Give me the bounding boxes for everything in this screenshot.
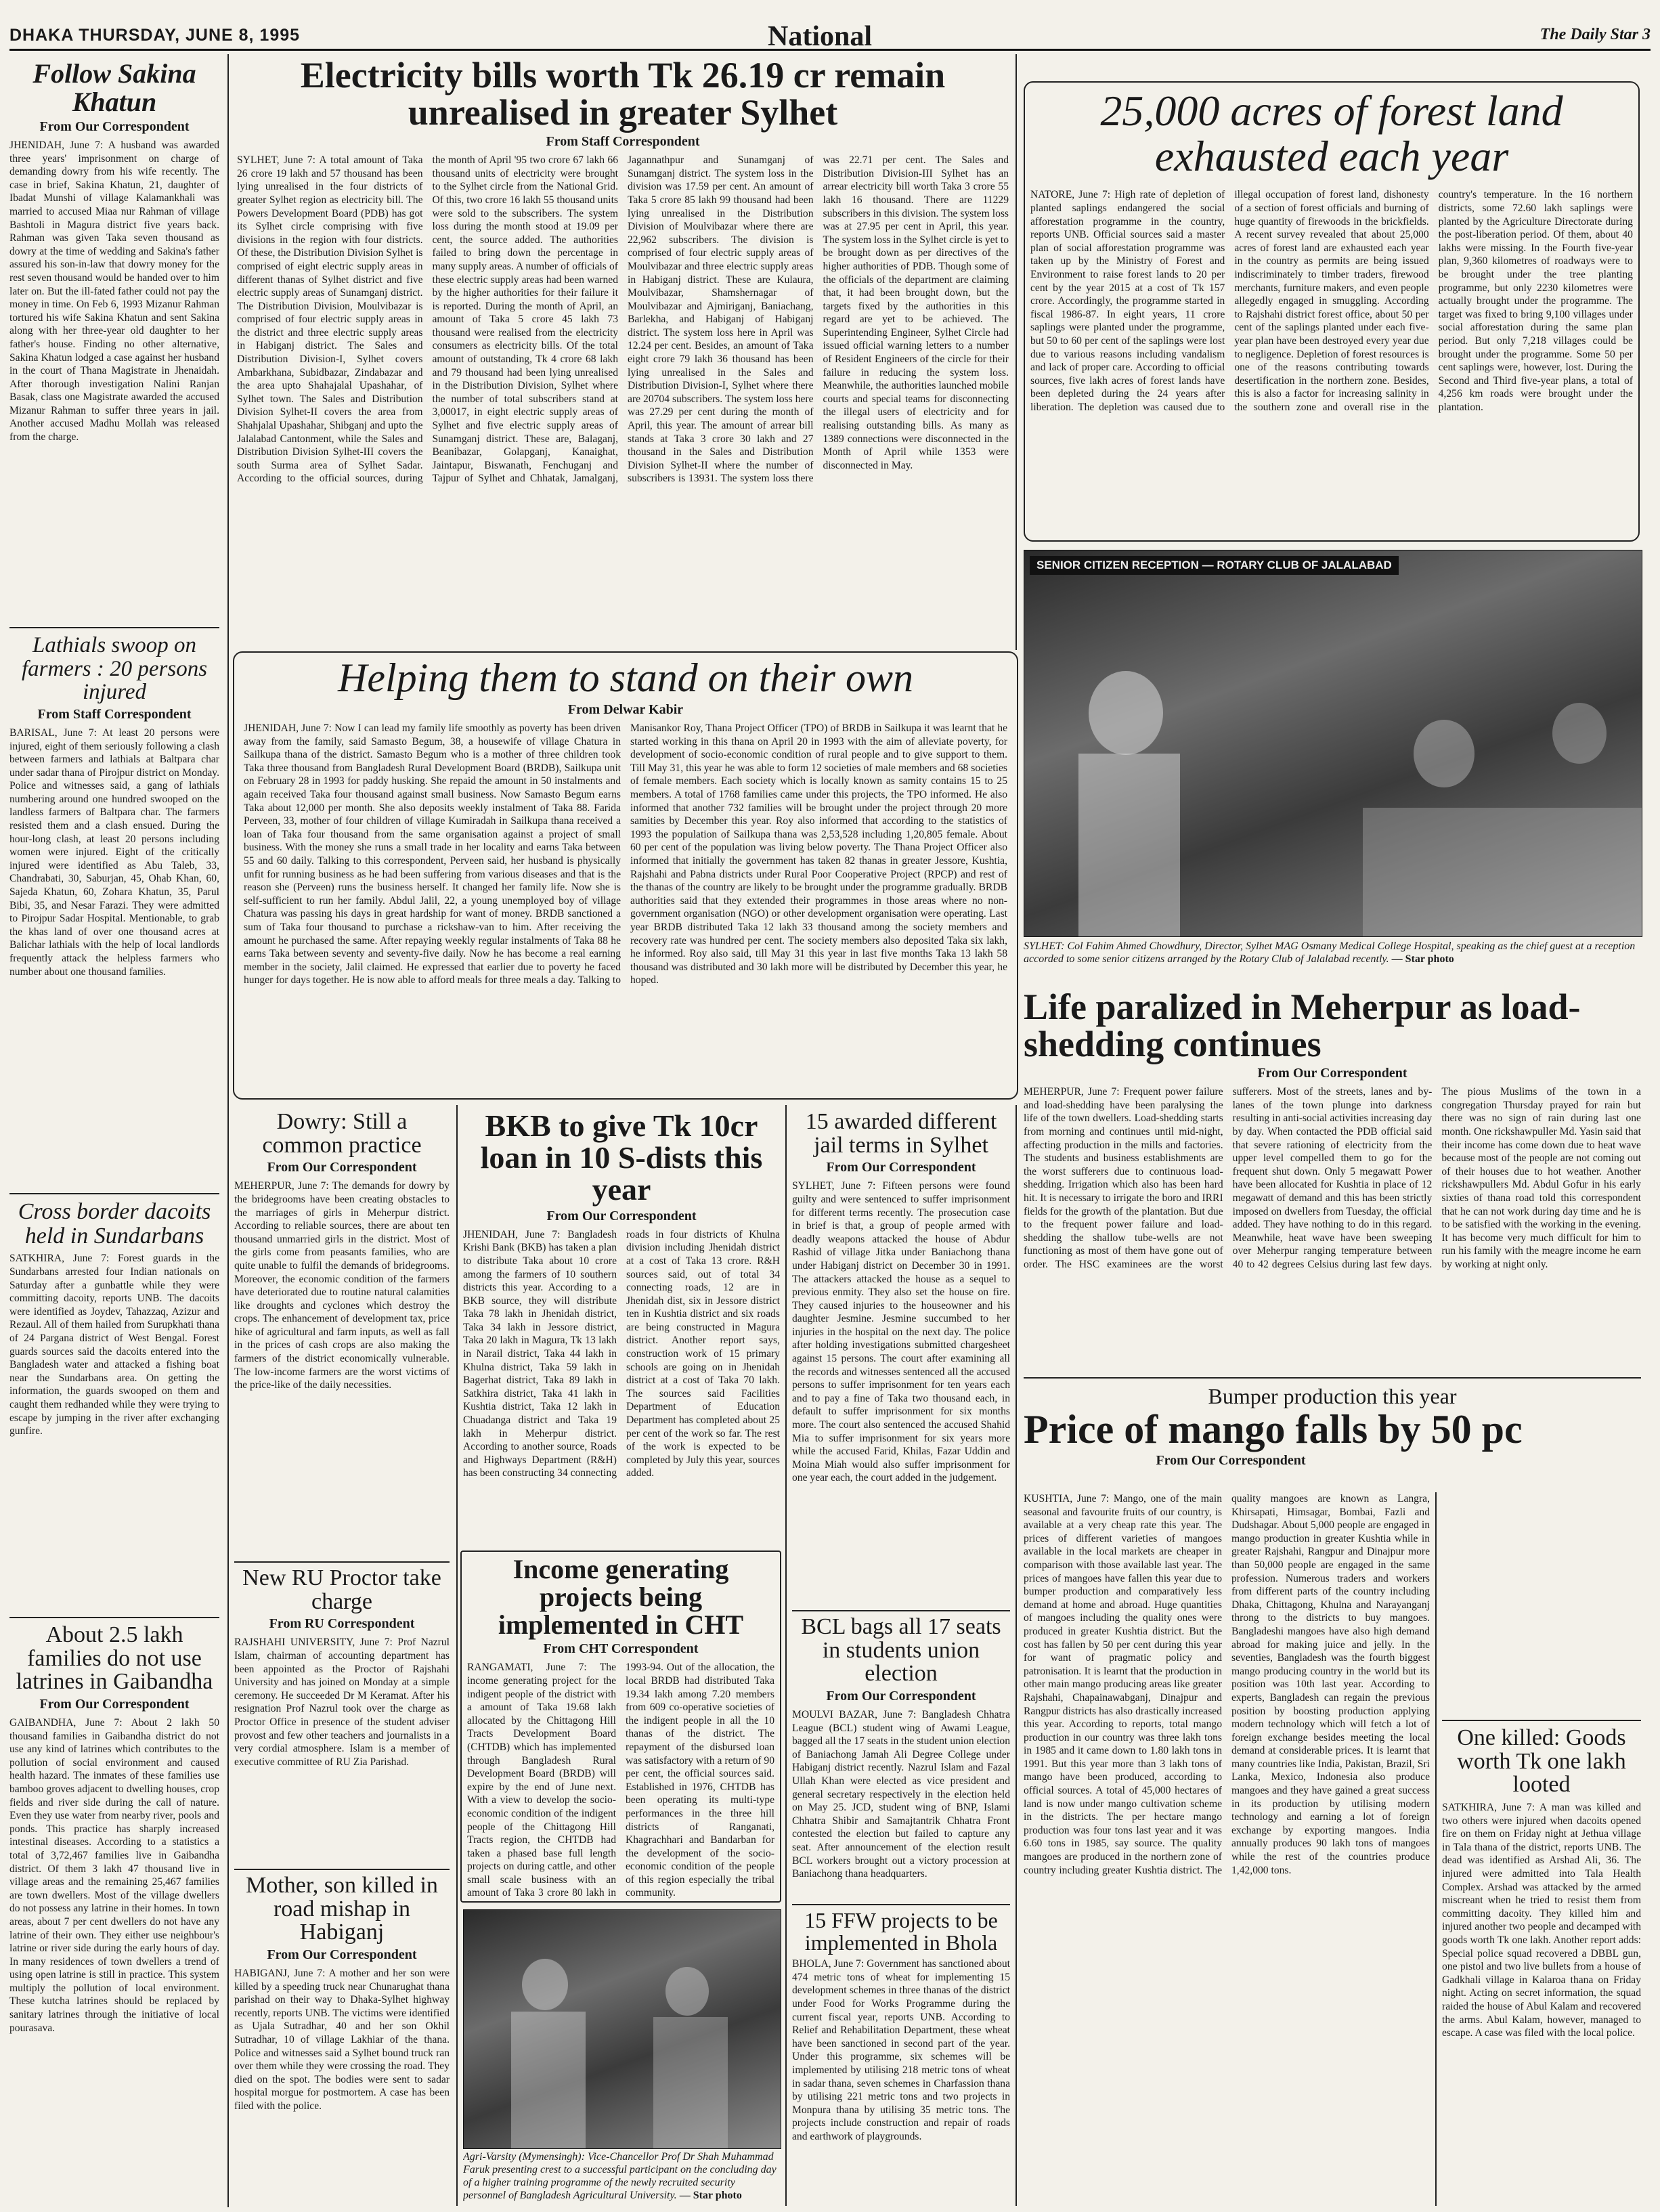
byline: From CHT Correspondent bbox=[543, 1641, 699, 1657]
headline: Dowry: Still a common practice bbox=[262, 1110, 422, 1158]
article-meherpur bbox=[1024, 989, 1641, 1368]
column-rule bbox=[227, 54, 229, 2207]
paper-logo: The Daily Star 3 bbox=[1539, 26, 1651, 43]
byline: From Staff Correspondent bbox=[37, 706, 192, 722]
article-body: RANGAMATI, June 7: The income generating project for the indigent people of the district with a amount of Taka 19.68 lakh allocated by the Chittagong Hill Tracts Development Board (CHTDB) which has implemented through Bangladesh Rural Development Board (BRDB) will expire by the end of June next. With a view to develop the socio-economic condition of the indigent people of the Chittagong Hill Tracts region, the CHTDB had taken a phased base full length projects on during cattle, and other small scale business with an amount of Taka 3 crore 80 lakh in 1993-94. Out of the allocation, the local BRDB had distributed Taka 19.34 lakh among 7.20 members from 609 co-operative societies of the indigent people in all the 10 thanas of the district. The repayment of the disbursed loan was satisfactory with a return of 90 per cent, the official sources said. Established in 1976, CHTDB has been operating its multi-type performances in the three hill districts of Ranganati, Khagrachhari and Bandarban for the development of the socio-economic condition of the people of this region especially the tribal community. bbox=[467, 1662, 774, 1899]
photo-credit: — Star photo bbox=[1391, 953, 1454, 965]
divider bbox=[792, 1904, 1010, 1905]
byline: From Our Correspondent bbox=[826, 1689, 976, 1704]
byline: From Our Correspondent bbox=[1156, 1453, 1306, 1469]
headline: 15 FFW projects to be implemented in Bhola bbox=[804, 1909, 998, 1955]
divider bbox=[9, 1193, 219, 1194]
photo-caption-agri bbox=[463, 2150, 780, 2206]
caption-text: SYLHET: Col Fahim Ahmed Chowdhury, Director, Sylhet MAG Osmany Medical College Hospital, speaking as the chief guest at a reception accorded to some senior citizens arranged by the Rotary Club of Jalalabad recently. bbox=[1024, 940, 1636, 965]
article-body: HABIGANJ, June 7: A mother and her son were killed by a speeding truck near Chunarughat thana parishad on their way to Dhaka-Sylhet highway recently, reports UNB. The victims were identified as Ujala Sutradhar, 40 and her son Okhil Sutradhar, 10 of village Lakhiar of the thana. Police and witnesses said a Sylhet bound truck ran over them while they were crossing the road. They died on the spot. The bodies were sent to sadar hospital morgue for postmortem. A case has been filed with the police. bbox=[234, 1968, 450, 2112]
article-body: SYLHET, June 7: A total amount of Taka 26 crore 19 lakh and 57 thousand has been lying unrealised in the four districts of greater Sylhet region as electricity bill. The Powers Development Board (PDB) has got its Sylhet circle comprising with five divisions in the region with four districts. Of these, the Distribution Division Sylhet is comprised of eight electric supply areas in different thanas of Sylhet district and five electric supply areas of Sunamganj district. The Distribution Division, Moulvibazar is comprised of four electric supply areas in the district and three electric supply areas in Habiganj district. The Sales and Distribution Division-I, Sylhet covers Ambarkhana, Subidbazar, Zindabazar and the area upto Shahajalal Upashahar, of Sylhet town. The Sales and Distribution Division Sylhet-II covers the area from Shahjalal Upashahar, Shibganj and upto the Jalalabad Cantonment, while the Sales and Distribution Division Sylhet-III covers the south Surma area of Sylhet Sadar. According to the official sources, during the month of April '95 two crore 67 lakh 66 thousand units of electricity were brought to the Sylhet circle from the National Grid. Of this, two crore 16 lakh 55 thousand units were sold to the subscribers. The system loss during the month stood at 19.09 per cent, the source added. The authorities failed to bring down the percentage in many supply areas. A number of officials of these electric supply areas had been warned by the higher authorities for their failure it is reported. During the month of April, an amount of Taka 5 crore 45 lakh 73 thousand were realised from the electricity consumers as electricity bills. Of the total amount of outstanding, Tk 4 crore 68 lakh and 79 thousand had been lying unrealised in the Distribution Division, Sylhet where the number of total subscribers stand at 3,00017, in eight electric supply areas of Sylhet and five electric supply areas of Sunamganj district. These are, Balaganj, Beanibazar, Golapganj, Kanaighat, Jaintapur, Biswanath, Fenchuganj and Tajpur of Sylhet and Chhatak, Jamalganj, Jagannathpur and Sunamganj of Sunamganj district. The system loss in the division was 17.59 per cent. An amount of Taka 5 crore 85 lakh 99 thousand had been lying unrealised in the Distribution Division of Moulvibazar where there are 22,962 subscribers. The division is comprised of four electric supply areas of Moulvibazar and three electric supply areas in Habiganj district. These are Kulaura, Moulvibazar, Shamshernagar of Moulvibazar and Ajmiriganj, Baniachang, Barlekha, and Habiganj of Habiganj district. The system loss here in April was 12.24 per cent. Besides, an amount of Taka eight crore 79 lakh 36 thousand has been lying unrealised in the Sales and Distribution Division-I, Sylhet where there are 20704 subscribers. The system loss here was 27.29 per cent during the month of April, this year. The amount of arrear bill stands at Taka 3 crore 30 lakh and 27 thousand in the Sales and Distribution Division Sylhet-II where the number of subscribers is 13931. The system loss there was 22.71 per cent. The Sales and Distribution Division-III Sylhet has an arrear electricity bill worth Taka 3 crore 55 lakh 16 thousand. There are 11229 subscribers in this division. The system loss was at 27.95 per cent in April, this year. The system loss in the Sylhet circle is yet to be brought down as per directives of the higher authorities of PDB. Though some of the officials of the department are claiming that, it had been brought down, but the targets fixed by the authorities in this regard are yet to be achieved. The Superintending Engineer, Sylhet Circle had issued official warning letters to a number of Resident Engineers of the circle for their failure in reducing the system loss. Meanwhile, the authorities launched mobile courts and special teams for disconnecting the illegal users of electricity and for realising outstanding bills. As many as 1389 connections were disconnected in the Month of April while 1353 were disconnected in May. bbox=[237, 154, 1009, 485]
article-cross-border bbox=[9, 1200, 219, 1613]
column-rule bbox=[1435, 1492, 1437, 2206]
photo-figures bbox=[1024, 550, 1642, 936]
photo-credit: — Star photo bbox=[679, 2190, 742, 2201]
headline: Follow Sakina Khatun bbox=[32, 60, 196, 117]
masthead bbox=[9, 24, 1651, 51]
article-proctor bbox=[234, 1567, 450, 1865]
article-body: JHENIDAH, June 7: Bangladesh Krishi Bank (BKB) has taken a plan to distribute Taka about 10 crore among the farmers of 10 southern districts this year. According to a BKB source, they will distribute Taka 78 lakh in Jhenidah district, Taka 34 lakh in Jessore district, Taka 20 lakh in Magura, Tk 13 lakh in Narail district, Taka 44 lakh in Khulna district, Taka 59 lakh in Bagerhat district, Taka 89 lakh in Satkhira district, Taka 41 lakh in Kushtia district, Taka 12 lakh in Chuadanga district and Taka 19 lakh in Meherpur district. According to another source, Roads and Highways Department (R&H) has been constructing 34 connecting roads in four districts of Khulna division including Jhenidah district at a cost of Taka 13 crore. R&H sources said, out of total 34 connecting roads, 12 are in Jhenidah dist, six in Jessore district ten in Kushtia district and six roads are being constructed in Magura district. Another report says, construction work of 15 primary schools are going on in Jhenidah district at a cost of Taka 70 lakh. The sources said Facilities Department of Education Department has completed about 25 per cent of the work so far. The rest of the work is expected to be completed by July this year, sources added. bbox=[463, 1228, 780, 1479]
divider bbox=[792, 1610, 1010, 1611]
article-body: MEHERPUR, June 7: The demands for dowry by the bridegrooms have been creating obstacles to the marriages of girls in Meherpur district. According to reliable sources, there are about ten thousand unmarried girls in the district. Most of the girls come from peasants families, who are quite unable to fulfil the demands of bridegrooms. Moreover, the economic condition of the farmers have deteriorated due to routine natural calamities like droughts and cyclones which destroy the crops. The enhancement of development tax, price hike of agricultural and farm inputs, as well as fall in the prices of cash crops are also making the farmers of the district economically vulnerable. The low-income farmers are the worst victims of the price-like of the daily necessities. bbox=[234, 1180, 450, 1391]
article-ffw bbox=[792, 1909, 1010, 2206]
headline: BCL bags all 17 seats in students union election bbox=[801, 1615, 1001, 1687]
article-electricity bbox=[237, 57, 1009, 647]
headline: Mother, son killed in road mishap in Habiganj bbox=[246, 1874, 438, 1945]
divider bbox=[234, 1561, 450, 1563]
article-body: JHENIDAH, June 7: A husband was awarded three years' imprisonment on charge of demanding dowry from his wife recently. The case in brief, Sakina Khatun, 21, daughter of Ibadat Munshi of village Kalamankhali was married to accused Miaa nur Rahman of village Bashtoli in Magura district five years back. Rahman was given Taka seven thousand as dowry at the time of wedding and Sakina's father assured his son-in-law that dowry money for the rest seven thousand would be handed over to him later on. But the ill-fated father could not pay the money in time. On Feb 6, 1993 Mizanur Rahman tortured his wife Sakina Khatun and sent Sakina along with her three-year old daughter to her father's house. Finding no other alternative, Sakina Khatun lodged a case against her husband in the court of Thana Magistrate in Jhenaidah. After thorough investigation Nalini Ranjan Basak, class one Magistrate awarded the accused Mizanur Rahman to suffer three years in jail. Another accused Madhu Mollah was released from the charge. bbox=[9, 139, 219, 443]
article-body: RAJSHAHI UNIVERSITY, June 7: Prof Nazrul Islam, chairman of accounting department has been appointed as the Proctor of Rajshahi University and has joined on Monday at a simple ceremony. He succeeded Dr M Keramat. After his resignation Prof Nazrul took over the charge as Proctor Office in presence of the student adviser provost and few other teachers and journalists in a very cordial atmosphere. Islam is a member of executive committee of RU Zia Parishad. bbox=[234, 1636, 450, 1768]
divider bbox=[9, 627, 219, 628]
article-lathials bbox=[9, 634, 219, 1189]
column-rule bbox=[1015, 1105, 1017, 2206]
headline: Price of mango falls by 50 pc bbox=[1024, 1407, 1523, 1452]
headline: About 2.5 lakh families do not use latrines in Gaibandha bbox=[16, 1624, 213, 1695]
byline: From Our Correspondent bbox=[1257, 1066, 1407, 1081]
article-goods bbox=[1442, 1720, 1641, 2206]
article-body: SYLHET, June 7: Fifteen persons were found guilty and were sentenced to suffer imprisonment for different terms recently. The prosecution case in brief is that, a group of people armed with deadly weapons attacked the house of Abdur Rashid of village Jitka under Baniachong thana under Habiganj district on December 30 in 1991. The attackers attacked the house as a sequel to previous enmity. They also set the house on fire. They caused injuries to the houseowner and his daughter Jesmine. Jesmine succumbed to her injuries in the hospital on the next day. The police after holding investigations submitted chargesheet against 15 persons. The court after examining all the records and witnesses sentenced all the accused persons to suffer imprisonment for ten years each and to pay a fine of Taka two thousand each, in default to suffer imprisonment for six months more. The court also sentenced the accused Shahid Mia to suffer imprisonment for six years more while the accused Farid, Khilas, Fazar Uddin and Moina Miah would also suffer imprisonment for one year each, the court added in the judgement. bbox=[792, 1180, 1010, 1484]
article-body: JHENIDAH, June 7: Now I can lead my family life smoothly as poverty has been driven away from the family, said Samasto Begum, 38, a housewife of village Chatura in Sailkupa thana of the district. Samasto Begum who is a mother of three children took Taka three thousand from Bangladesh Rural Development Board (BRDB), Sailkupa unit on February 28 in 1993 for paddy husking. She repaid the amount in 50 instalments and again received Taka four thousand against small business. Now Samasto Begum earns Taka about 12,000 per month. She also deposits weekly instalment of Taka 88. Farida Perveen, 33, mother of four children of village Kumiradah in Sailkupa thana received a loan of Taka four thousand from the same organisation against a project of small business. With the money she runs a small trade in her locality and earns Taka between 55 and 60 daily. Talking to this correspondent, Perveen said, her husband is physically unfit for running business as he had been suffering from various diseases and that is the reason she (Perveen) runs the business herself. It changed her family life. Now she is self-sufficient to run her family. Abdul Jalil, 22, a young unemployed boy of village Chatura was passing his days in great hardship for want of money. BRDB sanctioned a sum of Taka four thousand to purchase a rickshaw-van to him. After receiving the amount he purchased the same. After repaying weekly regular instalments of Taka 88 he earns Taka between seventy and seventy-five daily. Now he has become a real earning member in the society, Jalil claimed. He expressed that earlier due to poverty he faced hunger for days together. He is now able to afford meals for three meals a day. Talking to Manisankor Roy, Thana Project Officer (TPO) of BRDB in Sailkupa it was learnt that he started working in this thana on April 20 in 1993 with the aim of alleviate poverty, for development of socio-economic condition of rural people and to give support to them. Till May 31, this year he was able to form 12 societies of male members and 68 societies of female members. Each society which is locally known as samity contains 15 to 25 members. A total of 1768 families came under this projects, the TPO informed. He also informed that another 732 families will be brought under the project through 20 more samities by December this year. Roy also informed that according to the statistics of 1993 the population of Sailkupa thana was 2,53,528 including 1,20,805 female. About 60 per cent of the population was living below poverty. The Thana Project Officer also informed that initially the government has taken 82 thanas in greater Jessore, Kushtia, Rajshahi and Pabna districts under Rural Poor Cooperative Project (RPCP) and rest of the thanas of the country are likely to be brought under the programme gradually. BRDB authorities said that they extended their programmes in those areas where no non-government organisation (NGO) or other development organisation were operating. Last year BRDB distributed Taka 12 lakh 33 thousand among the society members and recovery rate was hundred per cent. The society members also deposited Taka six lakh, he informed. Roy also said, till May 31 this year in last five months Taka 13 lakh 58 thousand was distributed and 30 lakh more will be distributed by December this year, he hoped. bbox=[244, 722, 1007, 986]
article-body: MEHERPUR, June 7: Frequent power failure and load-shedding have been paralysing the life of the town dwellers. Load-shedding starts from morning and continues until mid-night, affecting production in the mills and factories. The students and business establishments are the worst sufferers due to continuous load-shedding. Irrigation which also has been hard hit. It is necessary to irrigate the boro and IRRI fields for the growth of the plantation. But due to the frequent power failure and load-shedding the shallow tube-wells are not functioning as most of them have gone out of order. The HSC examinees are the worst sufferers. Most of the streets, lanes and by-lanes of the town plunge into darkness resulting in anti-social activities increasing day by day. When contacted the PDB official said that severe rationing of electricity from the upper level compelled them to go for the frequent shut down. Only 5 megawatt Power have been allocated for Kushtia in place of 12 megawatt of demand and this has been strictly imposed on dwellers from Tuesday, the official added. They have nothing to do in this regard. Meanwhile, heat wave have been sweeping over Meherpur ranging temperature between 40 to 42 degrees Celsius during last few days. The pious Muslims of the town in a congregation Thursday prayed for rain but there was no sign of rain during last one month. One rickshawpuller Md. Yasin said that their income has come down due to heat wave because most of the people are not coming out of their houses due to hot weather. Another rickshawpullers Md. Abdul Gofur in his early sixties of thana road told this correspondent that he can not work during day time and he is to be satisfied with the working in the evening. It has become very much difficult for him to run his family with the meagre income he earn by working at night only. bbox=[1024, 1086, 1641, 1270]
headline: Helping them to stand on their own bbox=[338, 655, 913, 700]
headline: Electricity bills worth Tk 26.19 cr remain unrealised in greater Sylhet bbox=[300, 57, 946, 133]
column-rule bbox=[1015, 54, 1017, 650]
dateline: DHAKA THURSDAY, JUNE 8, 1995 bbox=[9, 26, 301, 45]
article-body: MOULVI BAZAR, June 7: Bangladesh Chhatra League (BCL) student wing of Awami League, bagged all the 17 seats in the student union election of Baniachong Jamah Ali Degree College under Habiganj district recently. Nazrul Islam and Fazal Ullah Khan were elected as vice president and general secretary respectively in the election held on May 25. JCD, student wing of BNP, Islami Chhatra Shibir and Samajtantrik Chhatra Front contested the election but failed to capture any seat. After announcement of the election result BCL workers brought out a victory procession at Baniachong thana headquarters. bbox=[792, 1709, 1010, 1880]
column-rule bbox=[785, 1105, 787, 2206]
article-body: BHOLA, June 7: Government has sanctioned about 474 metric tons of wheat for implementing 15 development schemes in three thanas of the district under Food for Works Programme during the current fiscal year, reports UNB. According to Relief and Rehabilitation Department, these wheat have been sanctioned in second part of the year. Under this programme, six schemes will be implemented by utilising 218 metric tons of wheat in sadar thana, seven schemes in Charfassion thana by utilising 221 metric tons and two projects in Monpura thana by utilising 35 metric tons. The projects include construction and repair of roads and earthwork of playgrounds. bbox=[792, 1958, 1010, 2142]
photo-agri-varsity bbox=[463, 1909, 781, 2149]
article-cht bbox=[460, 1550, 781, 1903]
headline: Cross border dacoits held in Sundarbans bbox=[18, 1200, 211, 1249]
photo-banner: SENIOR CITIZEN RECEPTION — ROTARY CLUB OF JALALABAD bbox=[1030, 556, 1399, 575]
photo-figures bbox=[464, 1910, 781, 2148]
article-bkb bbox=[463, 1110, 780, 1544]
column-rule bbox=[456, 1105, 458, 2206]
article-dowry bbox=[234, 1110, 450, 1557]
headline: BKB to give Tk 10cr loan in 10 S-dists this year bbox=[480, 1110, 763, 1207]
article-body: GAIBANDHA, June 7: About 2 lakh 50 thousand families in Gaibandha district do not use any kind of latrines which contributes to the pollution of social environment and caused health hazard. The inmates of these families use bamboo groves adjacent to dwelling houses, crop fields and river side during the call of nature. Even they use water from nearby river, pools and ponds. This practice has sharply increased intestinal diseases. According to a statistics a total of 3,72,467 families live in Gaibandha district. Of them 3 lakh 47 thousand live in village areas and the remaining 25,467 families are town dwellers. Most of the village dwellers do not possess any latrine in their homes. In town areas, about 7 per cent dwellers do not have any latrine of their own. They either use neighbour's latrine or river side during the early hours of day. In many residences of town dwellers a trend of using open latrine is still in practice. This system multiply the pollution of local environment. These kutcha latrines should be replaced by sanitary latrines through the initiative of local pourasava. bbox=[9, 1717, 219, 2034]
photo-senior-citizen bbox=[1024, 550, 1642, 937]
headline: One killed: Goods worth Tk one lakh looted bbox=[1442, 1720, 1641, 1797]
headline: Income generating projects being implemented in CHT bbox=[498, 1554, 744, 1640]
headline: Life paralized in Meherpur as load-shedding continues bbox=[1024, 989, 1581, 1065]
section-title: National bbox=[768, 24, 873, 51]
photo-caption-senior bbox=[1024, 940, 1641, 982]
headline: Lathials swoop on farmers : 20 persons injured bbox=[21, 634, 208, 705]
headline: New RU Proctor take charge bbox=[242, 1567, 441, 1614]
article-bcl bbox=[792, 1615, 1010, 1900]
article-body: NATORE, June 7: High rate of depletion of planted saplings endangered the social afforestation programme in the country, reports UNB. Official sources said a master plan of social afforestation programme was taken up by the Ministry of Forest and Environment to raise forest lands to 20 per cent by the year 2015 at a cost of Tk 157 crore. Accordingly, the programme started in fiscal 1986-87. In eight years, 11 crore saplings were planted under the programme, but 50 to 60 per cent of the saplings were lost due to various reasons including vandalism and lack of proper care. According to official sources, five lakh acres of forest lands have been depleted during the 24 years after liberation. The depletion was caused due to illegal occupation of forest land, dishonesty of a section of forest officials and burning of huge quantity of firewoods in the brickfields. A recent survey revealed that about 25,000 acres of forest land are exhausted each year in the country as permits are being issued indiscriminately to timber traders, firewood merchants, furniture makers, and even people allegedly engaged in smuggling. According to Rajshahi district forest office, about 50 per cent of the saplings planted under each five-year plan have been destroyed every year due to negligence. Depletion of forest resources is one of the reasons contributing towards desertification in the northern zone. Besides, this is also a factor for increasing salinity in the southern zone and overall rise in the country's temperature. In the 16 northern districts, some 72.60 lakh saplings were planted by the Agriculture Directorate during the post-liberation period. Of them, about 40 lakhs were missing. In the Fourth five-year plan, 9,360 kilometres of roadways were to be brought under the tree planting programme, but only 2230 kilometres were actually brought under the programme. The target was fixed to bring 9,100 villages under social afforestation during the same plan period. But only 7,218 villages could be brought under the programme. Some 50 per cent saplings were, however, lost. During the Second and Third five-year plans, a total of 4,256 km roads were brought under the plantation. bbox=[1030, 189, 1633, 413]
headline: 15 awarded different jail terms in Sylhet bbox=[805, 1110, 997, 1158]
byline: From Our Correspondent bbox=[39, 1697, 190, 1712]
kicker: Bumper production this year bbox=[1208, 1384, 1457, 1408]
byline: From Our Correspondent bbox=[546, 1208, 697, 1223]
divider bbox=[234, 1869, 450, 1870]
article-mother-son bbox=[234, 1874, 450, 2206]
caption-text: Agri-Varsity (Mymensingh): Vice-Chancellor Prof Dr Shah Muhammad Faruk presenting crest to a successful participant on the concluding day of a higher training programme of the newly recruited security personnel of Bangladesh Agricultural University. bbox=[463, 2151, 777, 2201]
article-latrines bbox=[9, 1624, 219, 2206]
article-forest bbox=[1024, 81, 1640, 542]
article-body: BARISAL, June 7: At least 20 persons were injured, eight of them seriously following a clash between farmers and lathials at Baltpara char under sadar thana of Pirojpur district on Monday. Police and witnesses said, a gang of lathials numbering around one hundred swooped on the landless farmers of Baltpara char. The farmers resisted them and a clash ensued. During the hour-long clash, at least 20 persons including women were injured. Eight of the critically injured were identified as Abu Taleb, 33, Chandrabati, 30, Saburjan, 45, Ohab Khan, 60, Sajeda Khatun, 60, Zohara Khatun, 35, Parul Bibi, 35, and Nesar Farazi. They were admitted to Pirojpur Sadar Hospital. Mentionable, to grab the khas land of over one thousand acres at Balichar lathials with the help of local landlords frequently attack the helpless farmers who number about one thousand families. bbox=[9, 727, 219, 978]
article-body: SATKHIRA, June 7: Forest guards in the Sundarbans arrested four Indian nationals on Saturday after a gunbattle while they were committing dacoity, reports UNB. The dacoits were identified as Joydev, Tahazzaq, Azizur and Rezaul. All of them hailed from Surupkhati thana of 24 Pargana district of West Bengal. Forest guards sources said the dacoits entered into the Bangladesh water and attacked a fishing boat near the Sundarbans area. On getting the information, the guards swooped on them and caught them redhanded while they were trying to escape by jumping in the river after exchanging gunfire. bbox=[9, 1253, 219, 1437]
article-body: SATKHIRA, June 7: A man was killed and two others were injured when dacoits opened fire on them on Friday night at Jethua village in Tala thana of the district, reports UNB. The dead was identified as Arshad Ali, 36. The injured were admitted into Tala Health Complex. Arshad was attacked by the armed miscreant when he tried to resist them from committing dacoity. They killed him and injured another two people and decamped with goods worth Tk one lakh. Another report adds: Special police squad recovered a DBBL gun, one pistol and two live bullets from a house of Gadkhali village in Kalaroa thana on Friday night. Acting on secret information, the squad raided the house of Abul Kalam and recovered the arms. Abul Kalam, however, managed to escape. A case was filed with the local police. bbox=[1442, 1802, 1641, 2039]
mango-body: KUSHTIA, June 7: Mango, one of the main seasonal and favourite fruits of our country, is available at a very cheap rate this year. The prices of different varieties of mangoes available in the local markets are cheaper in comparison with those available last year. The prices of mangoes have fallen this year due to bumper production and comparatively less demand at home and abroad. Huge quantities of mangoes including the quality ones were produced in greater Kushtia district. But the cost has fallen by 50 per cent during this year for want of pragmatic policy and patronisation. It is learnt that the production in other main mango producing areas like greater Rajshahi, Chapainawabganj, Dinajpur and Rangpur districts has also drastically increased this year. According to reports, total mango production in our country was three lakh tons in 1985 and it came down to 1.80 lakh tons in 1991. But this year more than 3 lakh tons of mango have been produced, according to official sources. A total of 45,000 hectares of land is now under mango cultivation scheme in the districts. The per hectare mango production was four tons last year and it was 6.60 tons in 1985, say source. The quality mangoes are produced in the northern zone of country including greater Kushtia district. The quality mangoes are known as Langra, Khirsapati, Himsagar, Bombai, Fazli and Dudshagar. About 5,000 people are engaged in mango production in greater Kushtia while in greater Rajshahi, Rangpur and Dinajpur more than 50,000 people are engaged in the same profession. Numerous traders and workers from different parts of the country including Dhaka, Chittagong, Khulna and Narayanganj throng to the districts to buy mangoes. Bangladeshi mangoes have also high demand abroad for making juice and jelly. In the seventies, Bangladesh was the fourth biggest mango producing country in the world but its position was 10th last year. According to experts, Bangladesh can regain the previous position by boosting production applying modern technology which will fetch a lot of foreign exchange besides meeting the local demand at considerable prices. It is learnt that many countries like India, Pakistan, Brazil, Sri Lanka, Mexico, Indonesia also produce mangoes and they have gained a great success in its production by utilising modern technology and earning a lot of foreign exchange by exporting mangoes. India annually produces 90 lakh tons of mangoes while the rest of the countries produce 1,42,000 tons. bbox=[1024, 1493, 1430, 1876]
divider bbox=[9, 1617, 219, 1618]
byline: From Staff Correspondent bbox=[546, 134, 700, 150]
article-jail-terms bbox=[792, 1110, 1010, 1605]
headline: 25,000 acres of forest land exhausted each year bbox=[1100, 87, 1563, 181]
byline: From Our Correspondent bbox=[267, 1947, 417, 1963]
article-sakina bbox=[9, 60, 219, 622]
byline: From Our Correspondent bbox=[267, 1160, 417, 1175]
byline: From Delwar Kabir bbox=[567, 702, 684, 717]
byline: From Our Correspondent bbox=[826, 1160, 976, 1175]
byline: From Our Correspondent bbox=[39, 119, 190, 134]
divider bbox=[1024, 1377, 1641, 1379]
byline: From RU Correspondent bbox=[269, 1616, 415, 1632]
article-helping bbox=[233, 651, 1018, 1100]
